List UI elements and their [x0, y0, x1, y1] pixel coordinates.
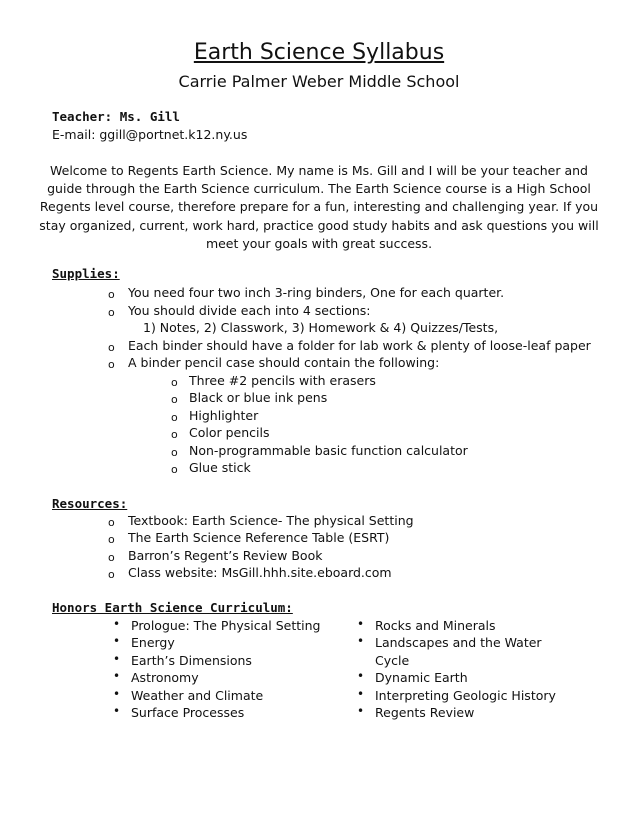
bullet-icon: • — [357, 634, 365, 648]
supplies-item: Each binder should have a folder for lab work & plenty of loose-leaf paper — [128, 338, 591, 353]
bullet-icon: • — [357, 669, 365, 683]
curriculum-topic: Landscapes and the Water — [375, 635, 542, 650]
intro-line: Welcome to Regents Earth Science. My name is Ms. Gill and I will be your teacher and — [50, 163, 588, 178]
bullet-icon: • — [113, 669, 121, 683]
resources-heading: Resources: — [52, 496, 128, 511]
teacher-email: E-mail: ggill@portnet.k12.ny.us — [52, 127, 248, 142]
intro-line: meet your goals with great success. — [205, 235, 433, 251]
pencil-case-item: Black or blue ink pens — [189, 390, 328, 405]
supplies-item: You need four two inch 3-ring binders, One for each quarter. — [128, 285, 505, 300]
pencil-case-item: Non-programmable basic function calculator — [189, 443, 468, 458]
circle-bullet-icon: o — [108, 358, 115, 371]
circle-bullet-icon: o — [108, 516, 115, 529]
pencil-case-item: Color pencils — [189, 425, 270, 440]
curriculum-topic: Prologue: The Physical Setting — [131, 618, 321, 633]
intro-line: stay organized, current, work hard, practice good study habits and ask questions you will — [39, 217, 599, 233]
curriculum-topic: Surface Processes — [131, 705, 245, 720]
circle-bullet-icon: o — [108, 568, 115, 581]
circle-bullet-icon: o — [108, 341, 115, 354]
curriculum-topic: Earth’s Dimensions — [131, 653, 252, 668]
circle-bullet-icon: o — [108, 551, 115, 564]
circle-bullet-icon: o — [108, 288, 115, 301]
curriculum-topic: Regents Review — [375, 705, 475, 720]
bullet-icon: • — [113, 687, 121, 701]
resource-item: Textbook: Earth Science- The physical Setting — [128, 513, 414, 528]
circle-bullet-icon: o — [171, 428, 178, 441]
circle-bullet-icon: o — [171, 446, 178, 459]
supplies-item: A binder pencil case should contain the following: — [128, 355, 440, 370]
curriculum-topic: Interpreting Geologic History — [375, 688, 556, 703]
curriculum-topic: Weather and Climate — [131, 688, 264, 703]
circle-bullet-icon: o — [171, 411, 178, 424]
teacher-name: Teacher: Ms. Gill — [52, 109, 180, 124]
pencil-case-item: Glue stick — [189, 460, 251, 475]
intro-line: guide through the Earth Science curriculum. The Earth Science course is a High School — [47, 181, 591, 197]
pencil-case-item: Three #2 pencils with erasers — [189, 373, 376, 388]
resource-item: The Earth Science Reference Table (ESRT) — [128, 530, 390, 545]
bullet-icon: • — [113, 634, 121, 648]
bullet-icon: • — [357, 617, 365, 631]
circle-bullet-icon: o — [108, 533, 115, 546]
intro-paragraph — [30, 162, 608, 253]
circle-bullet-icon: o — [171, 376, 178, 389]
bullet-icon: • — [113, 704, 121, 718]
curriculum-topic: Energy — [131, 635, 175, 650]
curriculum-topic: Rocks and Minerals — [375, 618, 496, 633]
pencil-case-item: Highlighter — [189, 408, 259, 423]
supplies-item: 1) Notes, 2) Classwork, 3) Homework & 4) Quizzes/Tests, — [143, 320, 499, 335]
curriculum-topic: Astronomy — [131, 670, 199, 685]
circle-bullet-icon: o — [171, 393, 178, 406]
curriculum-heading: Honors Earth Science Curriculum: — [52, 600, 293, 615]
bullet-icon: • — [113, 617, 121, 631]
bullet-icon: • — [357, 704, 365, 718]
resource-item: Barron’s Regent’s Review Book — [128, 548, 323, 563]
bullet-icon: • — [113, 652, 121, 666]
intro-line: Regents level course, therefore prepare for a fun, interesting and challenging year. If you — [39, 199, 599, 215]
resource-item: Class website: MsGill.hhh.site.eboard.com — [128, 565, 392, 580]
bullet-icon: • — [357, 687, 365, 701]
page-title: Earth Science Syllabus — [193, 40, 445, 65]
circle-bullet-icon: o — [108, 306, 115, 319]
supplies-item: You should divide each into 4 sections: — [128, 303, 371, 318]
curriculum-topic: Cycle — [375, 653, 410, 668]
supplies-heading: Supplies: — [52, 266, 120, 281]
circle-bullet-icon: o — [171, 463, 178, 476]
curriculum-topic: Dynamic Earth — [375, 670, 468, 685]
school-name: Carrie Palmer Weber Middle School — [178, 72, 460, 91]
